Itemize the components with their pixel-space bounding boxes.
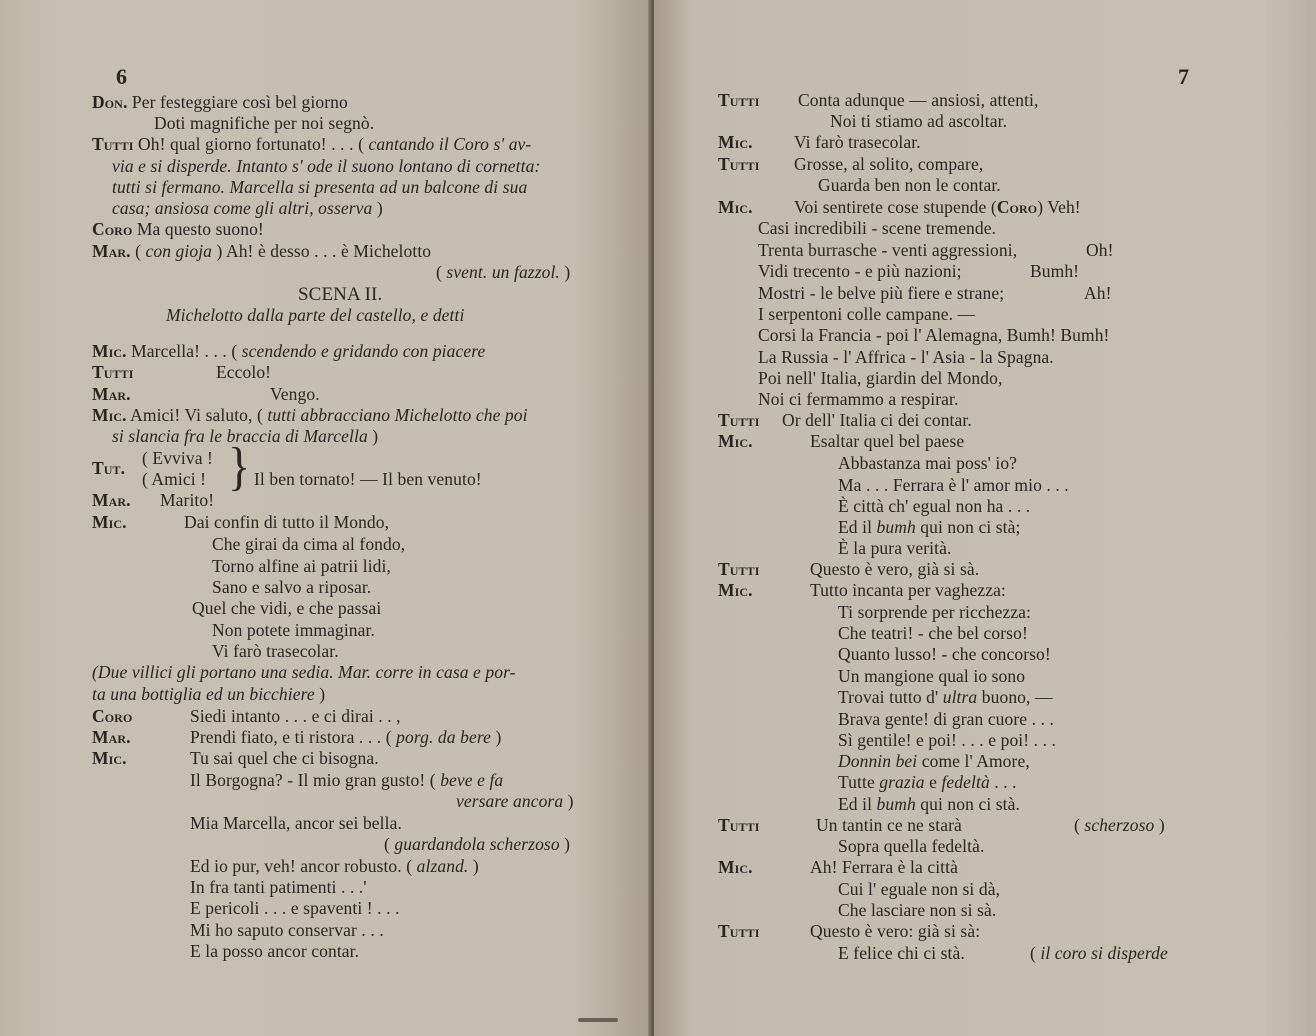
text-line: Ed il bumh qui non ci stà; — [838, 517, 1021, 537]
text-line: ( Evviva ! — [142, 448, 213, 468]
text-line: È città ch' egual non ha . . . — [838, 496, 1031, 516]
text-line: Ti sorprende per ricchezza: — [838, 602, 1032, 622]
text-line: Che girai da cima al fondo, — [212, 534, 406, 554]
text-line: Mic. — [718, 857, 753, 877]
text-line: Mic. — [718, 431, 753, 451]
text-line: Tutti — [718, 410, 760, 430]
text-line: Trenta burrasche - venti aggressioni, — [758, 240, 1018, 260]
text-line: Mic. Marcella! . . . ( scendendo e gridando con piacere — [92, 341, 486, 361]
text-line: Vidi trecento - e più nazioni; — [758, 261, 962, 281]
text-line: Trovai tutto d' ultra buono, — — [838, 687, 1053, 707]
text-line: Don. Per festeggiare così bel giorno — [92, 92, 348, 112]
page-number: 7 — [1178, 64, 1189, 89]
page-number: 6 — [116, 64, 127, 89]
text-line: Ah! — [1084, 283, 1112, 303]
text-line: Mostri - le belve più fiere e strane; — [758, 283, 1005, 303]
text-line: Sano e salvo a riposar. — [212, 577, 372, 597]
left-page — [0, 0, 652, 1036]
text-line: Un tantin ce ne starà — [816, 815, 962, 835]
text-line: Voi sentirete cose stupende (Coro) Veh! — [794, 197, 1081, 217]
text-line: E pericoli . . . e spaventi ! . . . — [190, 898, 400, 918]
text-line: Mia Marcella, ancor sei bella. — [190, 813, 402, 833]
text-line: ta una bottiglia ed un bicchiere ) — [92, 684, 326, 704]
text-line: ( il coro si disperde — [1030, 943, 1168, 963]
text-line: Tutte grazia e fedeltà . . . — [838, 772, 1017, 792]
text-line: si slancia fra le braccia di Marcella ) — [112, 426, 379, 446]
text-line: Vi farò trasecolar. — [794, 132, 921, 152]
text-line: Vengo. — [270, 384, 320, 404]
text-line: (Due villici gli portano una sedia. Mar. corre in casa e por- — [92, 662, 516, 682]
text-line: Tutti — [718, 921, 760, 941]
text-line: ( svent. un fazzol. ) — [436, 262, 571, 282]
scene-direction: Michelotto dalla parte del castello, e detti — [166, 305, 465, 325]
text-line: via e si disperde. Intanto s' ode il suono lontano di cornetta: — [112, 156, 541, 176]
text-line: Grosse, al solito, compare, — [794, 154, 984, 174]
text-line: Ed io pur, veh! ancor robusto. ( alzand. ) — [190, 856, 479, 876]
text-line: Che lasciare non si sà. — [838, 900, 997, 920]
text-line: Quel che vidi, e che passai — [192, 598, 382, 618]
text-line: Brava gente! di gran cuore . . . — [838, 709, 1055, 729]
text-line: Mar. — [92, 384, 131, 404]
text-line: Siedi intanto . . . e ci dirai . . , — [190, 706, 401, 726]
right-page — [654, 0, 1316, 1036]
text-line: Mi ho saputo conservar . . . — [190, 920, 384, 940]
text-line: Marito! — [160, 490, 215, 510]
text-line: ( guardandola scherzoso ) — [384, 834, 571, 854]
text-line: Tutto incanta per vaghezza: — [810, 580, 1006, 600]
text-line: Casi incredibili - scene tremende. — [758, 218, 997, 238]
text-line: Tut. — [92, 458, 126, 478]
text-line: Doti magnifiche per noi segnò. — [154, 113, 375, 133]
text-line: Un mangione qual io sono — [838, 666, 1026, 686]
text-line: Conta adunque — ansiosi, attenti, — [798, 90, 1039, 110]
gutter-ornament — [578, 1018, 618, 1022]
text-line: Il ben tornato! — Il ben venuto! — [254, 469, 482, 489]
text-line: Eccolo! — [216, 362, 272, 382]
text-line: Corsi la Francia - poi l' Alemagna, Bumh! Bumh! — [758, 325, 1110, 345]
text-line: Coro Ma questo suono! — [92, 219, 264, 239]
text-line: Mic. — [718, 197, 753, 217]
text-line: versare ancora ) — [456, 791, 574, 811]
text-line: Quanto lusso! - che concorso! — [838, 644, 1051, 664]
text-line: Tutti Oh! qual giorno fortunato! . . . ( cantando il Coro s' av- — [92, 134, 532, 154]
text-line: tutti si fermano. Marcella si presenta ad un balcone di sua — [112, 177, 528, 197]
text-line: ( scherzoso ) — [1074, 815, 1165, 835]
text-line: Ed il bumh qui non ci stà. — [838, 794, 1020, 814]
text-line: Esaltar quel bel paese — [810, 431, 965, 451]
text-line: Mar. — [92, 490, 131, 510]
text-line: E la posso ancor contar. — [190, 941, 360, 961]
text-line: casa; ansiosa come gli altri, osserva ) — [112, 198, 383, 218]
text-line: Ah! Ferrara è la città — [810, 857, 958, 877]
text-line: Coro — [92, 706, 133, 726]
text-line: Tutti — [718, 154, 760, 174]
text-line: Mic. Amici! Vi saluto, ( tutti abbracciano Michelotto che poi — [92, 405, 528, 425]
text-line: Non potete immaginar. — [212, 620, 375, 640]
text-line: Mic. — [92, 512, 127, 532]
text-line: E felice chi ci stà. — [838, 943, 965, 963]
text-line: Ma . . . Ferrara è l' amor mio . . . — [838, 475, 1069, 495]
text-line: Mic. — [718, 580, 753, 600]
text-line: Sopra quella fedeltà. — [838, 836, 985, 856]
text-line: Vi farò trasecolar. — [212, 641, 339, 661]
text-line: Or dell' Italia ci dei contar. — [782, 410, 972, 430]
text-line: Tutti — [718, 90, 760, 110]
brace: } — [228, 437, 251, 496]
text-line: Bumh! — [1030, 261, 1080, 281]
text-line: Mar. ( con gioja ) Ah! è desso . . . è Michelotto — [92, 241, 432, 261]
text-line: Cui l' eguale non si dà, — [838, 879, 1001, 899]
text-line: Donnin bei come l' Amore, — [838, 751, 1030, 771]
scene-heading: SCENA II. — [298, 284, 383, 305]
text-line: Sì gentile! e poi! . . . e poi! . . . — [838, 730, 1057, 750]
text-line: Questo è vero, già si sà. — [810, 559, 980, 579]
text-line: Oh! — [1086, 240, 1114, 260]
text-line: ( Amici ! — [142, 469, 207, 489]
text-line: La Russia - l' Affrica - l' Asia - la Spagna. — [758, 347, 1054, 367]
text-line: Dai confin di tutto il Mondo, — [184, 512, 390, 532]
text-line: Poi nell' Italia, giardin del Mondo, — [758, 368, 1003, 388]
text-line: Mar. — [92, 727, 131, 747]
text-line: È la pura verità. — [838, 538, 952, 558]
text-line: Noi ti stiamo ad ascoltar. — [830, 111, 1008, 131]
text-line: Tutti — [718, 559, 760, 579]
text-line: Tutti — [718, 815, 760, 835]
text-line: Guarda ben non le contar. — [818, 175, 1001, 195]
text-line: Che teatri! - che bel corso! — [838, 623, 1028, 643]
text-line: Mic. — [92, 748, 127, 768]
text-line: Mic. — [718, 132, 753, 152]
text-line: Abbastanza mai poss' io? — [838, 453, 1018, 473]
text-line: Questo è vero: già si sà: — [810, 921, 981, 941]
text-line: Tutti — [92, 362, 134, 382]
text-line: Il Borgogna? - Il mio gran gusto! ( beve e fa — [190, 770, 504, 790]
text-line: Prendi fiato, e ti ristora . . . ( porg. da bere ) — [190, 727, 502, 747]
text-line: In fra tanti patimenti . . .' — [190, 877, 367, 897]
text-line: Torno alfine ai patrii lidi, — [212, 556, 391, 576]
text-line: Tu sai quel che ci bisogna. — [190, 748, 379, 768]
text-line: I serpentoni colle campane. — — [758, 304, 976, 324]
text-line: Noi ci fermammo a respirar. — [758, 389, 959, 409]
